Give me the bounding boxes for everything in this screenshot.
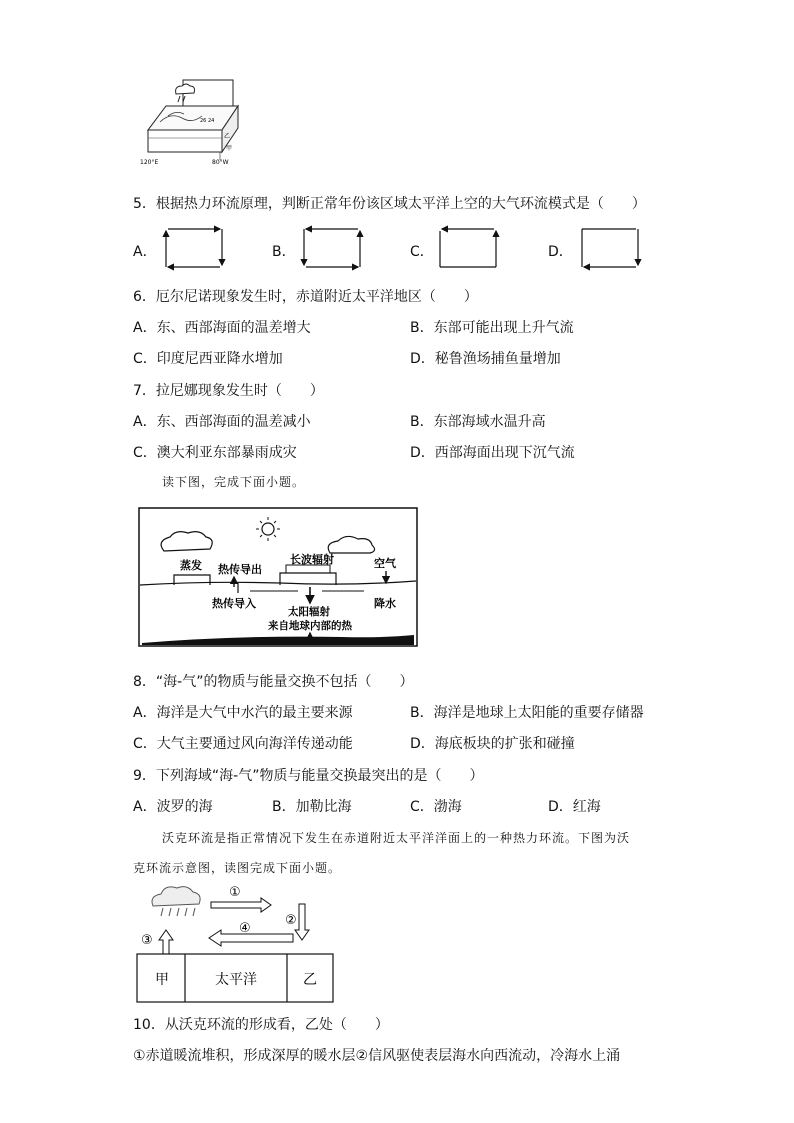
pacific-block-diagram: [138, 78, 258, 168]
q5-option-d-label[interactable]: D．: [548, 244, 573, 260]
svg-text:热传导入: 热传导入: [212, 597, 256, 610]
q9-stem: 9．下列海域“海-气”物质与能量交换最突出的是（ ）: [133, 768, 484, 784]
svg-text:热传导出: 热传导出: [218, 563, 262, 576]
q6-stem: 6．厄尔尼诺现象发生时，赤道附近太平洋地区（ ）: [133, 289, 478, 305]
q10-stem: 10．从沃克环流的形成看，乙处（ ）: [133, 1017, 389, 1033]
svg-text:②: ②: [285, 913, 297, 928]
sea-air-exchange-diagram: [138, 507, 418, 647]
q7-option-c[interactable]: C．澳大利亚东部暴雨成灾: [133, 445, 297, 461]
q5-option-b-diagram[interactable]: [300, 225, 364, 271]
q7-option-a[interactable]: A．东、西部海面的温差减小: [133, 414, 311, 430]
q5-option-c-label[interactable]: C．: [410, 244, 434, 260]
walker-circulation-diagram: [133, 880, 343, 1005]
svg-text:来自地球内部的热: 来自地球内部的热: [268, 620, 352, 632]
q5-stem: 5．根据热力环流原理，判断正常年份该区域太平洋上空的大气环流模式是（ ）: [133, 196, 646, 212]
svg-text:①: ①: [229, 885, 241, 900]
svg-text:太平洋: 太平洋: [215, 972, 257, 988]
q9-option-a[interactable]: A．波罗的海: [133, 799, 213, 815]
q8-option-c[interactable]: C．大气主要通过风向海洋传递动能: [133, 736, 353, 752]
svg-text:③: ③: [141, 933, 153, 948]
q6-option-d[interactable]: D．秘鲁渔场捕鱼量增加: [410, 351, 561, 367]
q6-option-a[interactable]: A．东、西部海面的温差增大: [133, 320, 311, 336]
walker-intro-line1: 沃克环流是指正常情况下发生在赤道附近太平洋洋面上的一种热力环流。下图为沃: [162, 831, 631, 845]
q5-option-c-diagram[interactable]: [436, 225, 500, 271]
q8-option-b[interactable]: B．海洋是地球上太阳能的重要存储器: [410, 705, 644, 721]
q6-option-c[interactable]: C．印度尼西亚降水增加: [133, 351, 283, 367]
q8-option-a[interactable]: A．海洋是大气中水汽的最主要来源: [133, 705, 353, 721]
svg-text:④: ④: [239, 921, 251, 936]
q9-option-b[interactable]: B．加勒比海: [272, 799, 352, 815]
svg-text:长波辐射: 长波辐射: [290, 553, 334, 566]
q8-option-d[interactable]: D．海底板块的扩张和碰撞: [410, 736, 575, 752]
svg-text:甲: 甲: [155, 972, 169, 988]
q7-option-d[interactable]: D．西部海面出现下沉气流: [410, 445, 575, 461]
q6-option-b[interactable]: B．东部可能出现上升气流: [410, 320, 574, 336]
q5-option-a-label[interactable]: A．: [133, 244, 157, 260]
q10-statements-line1: ①赤道暖流堆积，形成深厚的暖水层②信风驱使表层海水向西流动，冷海水上涌: [133, 1048, 621, 1064]
svg-text:蒸发: 蒸发: [180, 559, 202, 572]
q5-option-b-label[interactable]: B．: [272, 244, 296, 260]
svg-text:太阳辐射: 太阳辐射: [288, 606, 330, 618]
q9-option-c[interactable]: C．渤海: [410, 799, 462, 815]
svg-text:120°E: 120°E: [140, 159, 159, 166]
q5-option-a-diagram[interactable]: [162, 225, 226, 271]
q9-option-d[interactable]: D．红海: [548, 799, 601, 815]
svg-text:乙: 乙: [224, 133, 231, 140]
q7-option-b[interactable]: B．东部海域水温升高: [410, 414, 546, 430]
cloud-icon: [176, 84, 195, 102]
read-instruction: 读下图，完成下面小题。: [162, 475, 306, 489]
svg-text:降水: 降水: [374, 597, 396, 610]
walker-intro-line2: 克环流示意图，读图完成下面小题。: [133, 861, 342, 875]
svg-text:甲: 甲: [226, 145, 233, 152]
rain-cloud-icon: [152, 887, 200, 916]
svg-text:26 24: 26 24: [200, 118, 215, 124]
q7-stem: 7．拉尼娜现象发生时（ ）: [133, 383, 324, 399]
q5-option-d-diagram[interactable]: [578, 225, 642, 271]
q8-stem: 8．“海-气”的物质与能量交换不包括（ ）: [133, 674, 414, 690]
svg-text:80°W: 80°W: [212, 159, 229, 166]
svg-text:空气: 空气: [374, 557, 396, 570]
svg-text:乙: 乙: [303, 972, 317, 988]
